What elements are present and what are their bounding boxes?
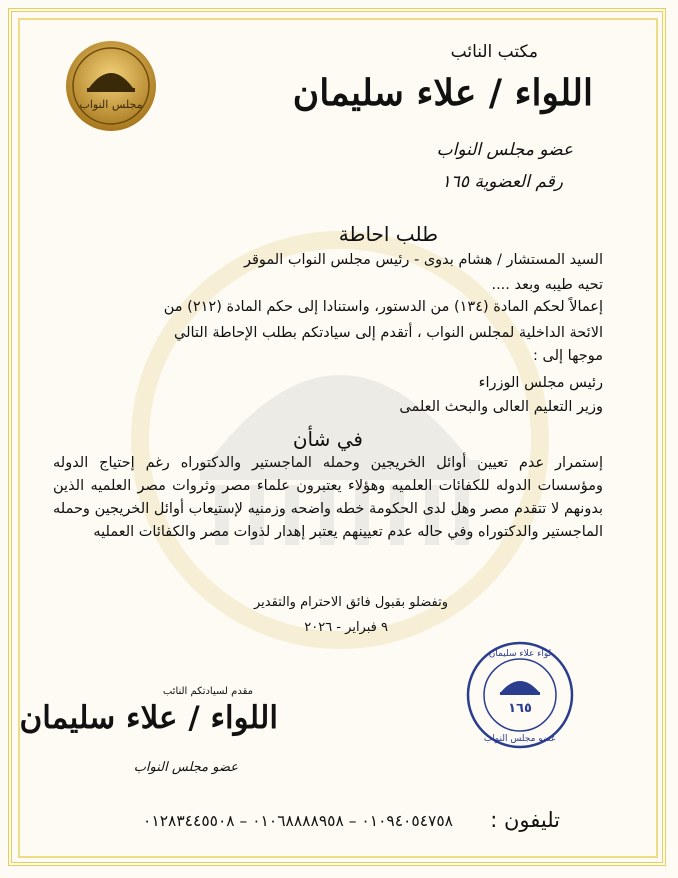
presented-by: مقدم لسيادتكم النائب <box>162 686 253 697</box>
mp-name: اللواء / علاء سليمان <box>292 72 593 114</box>
logo-text: مجلس النواب <box>79 98 143 111</box>
signature-role: عضو مجلس النواب <box>133 760 238 775</box>
office-title: مكتب النائب <box>450 42 538 62</box>
intro-line-1: إعمالاً لحكم المادة (١٣٤) من الدستور، واستنادا إلى حكم المادة (٢١٢) من <box>163 299 603 315</box>
signature-name: اللواء / علاء سليمان <box>19 700 278 736</box>
intro-line-3: موجها إلى : <box>533 348 603 364</box>
stamp-bottom-text: عضو مجلس النواب <box>483 734 557 744</box>
recipient-2: وزير التعليم العالى والبحث العلمى <box>399 399 603 415</box>
phone-numbers: ٠١٠٩٤٠٥٤٧٥٨ – ٠١٠٦٨٨٨٨٩٥٨ – ٠١٢٨٣٤٤٥٥٠٨ <box>143 812 453 830</box>
subject-title: طلب احاطة <box>338 222 438 246</box>
mp-role: عضو مجلس النواب <box>436 140 573 160</box>
recipient-1: رئيس مجلس الوزراء <box>478 375 603 391</box>
phone-label: تليفون : <box>490 808 560 832</box>
official-stamp <box>465 640 575 750</box>
intro-line-2: الائحة الداخلية لمجلس النواب ، أتقدم إلى سيادتكم بطلب الإحاطة التالي <box>174 325 603 341</box>
parliament-logo <box>65 40 157 132</box>
greeting: تحيه طيبه وبعد .... <box>491 277 603 293</box>
closing-line: وتفضلو بقبول فائق الاحترام والتقدير <box>254 595 448 610</box>
stamp-number: ١٦٥ <box>508 701 532 716</box>
stamp-top-text: لواء علاء سليمان <box>488 649 552 659</box>
letter-date: ٩ فبراير - ٢٠٢٦ <box>304 620 388 635</box>
membership-number: رقم العضوية ١٦٥ <box>441 172 563 192</box>
regarding-heading: في شأن <box>292 427 363 451</box>
request-body: إستمرار عدم تعيين أوائل الخريجين وحمله الماجستير والدكتوراه رغم إحتياج الدوله ومؤسسات الدوله للكفائات العلميه وهؤلاء يعتبرون علماء مصر وثروات مصر العلميه الذين بدونهم لا تتقدم مصر وهل لدى الحكومة خطه واضحه وزمنيه لإستيعاب أوائل الخريجين وحمله الماجستير والدكتوراه وفي حاله عدم تعيينهم يعتبر إهدار لذوات مصر والكفائات العمليه <box>53 455 603 540</box>
salutation: السيد المستشار / هشام بدوى - رئيس مجلس النواب الموقر <box>244 252 603 268</box>
